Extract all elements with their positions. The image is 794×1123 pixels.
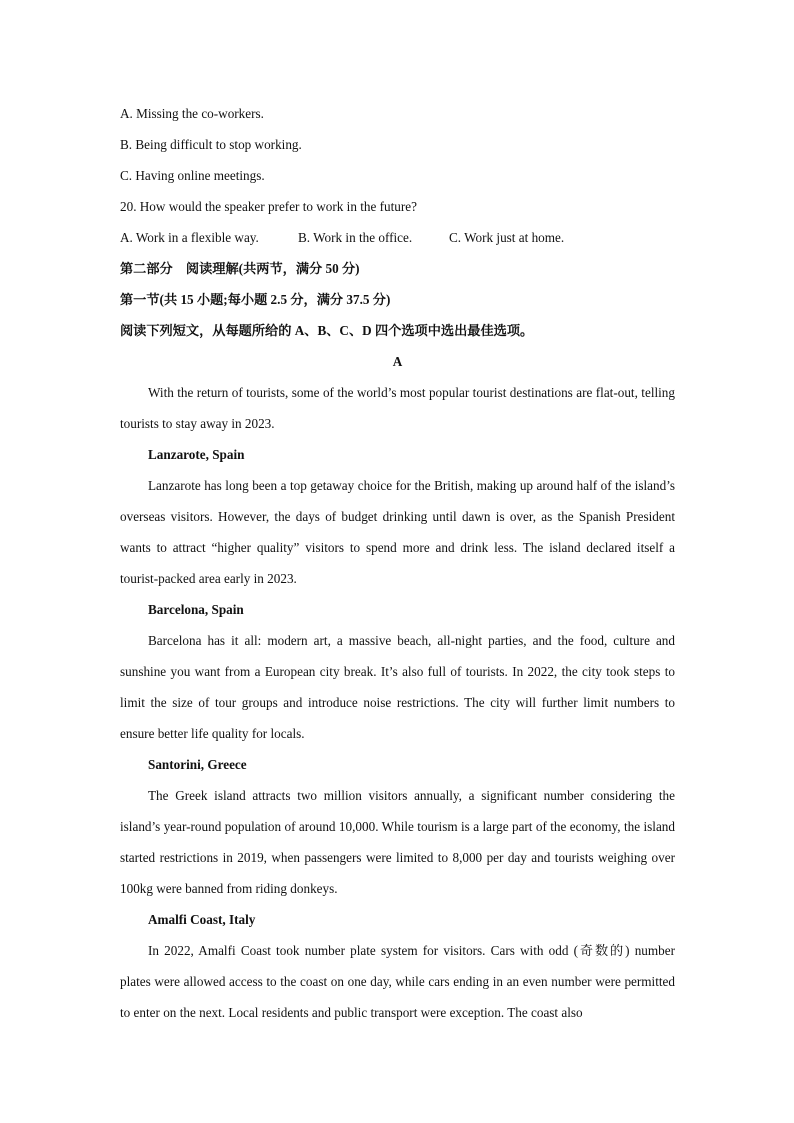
place-text: Barcelona has it all: modern art, a massive beach, all-night parties, and the food, culture and sunshine you want from a European city break. It’s also full of tourists. In 2022, the city took steps to limit the size of tour groups and introduce noise restrictions. The city will further limit numbers to ensure better life quality for locals. — [120, 633, 675, 741]
q19-option-c: C. Having online meetings. — [120, 168, 265, 183]
place-heading: Santorini, Greece — [148, 757, 247, 772]
place-text: Lanzarote has long been a top getaway choice for the British, making up around half of the island’s overseas visitors. However, the days of budget drinking until dawn is over, as the Spanish President wants to attract “higher quality” visitors to spend more and drink less. The island declared itself a tourist-packed area early in 2023. — [120, 478, 675, 586]
place-heading: Barcelona, Spain — [148, 602, 244, 617]
passage-letter: A — [392, 354, 403, 369]
q20-option-c: C. Work just at home. — [449, 230, 565, 245]
place-heading: Amalfi Coast, Italy — [148, 912, 256, 927]
instruction: 阅读下列短文，从每题所给的 A、B、C、D 四个选项中选出最佳选项。 — [120, 323, 534, 338]
q19-option-a: A. Missing the co-workers. — [120, 106, 264, 121]
q20-option-a: A. Work in a flexible way. — [120, 230, 259, 245]
passage-intro: With the return of tourists, some of the world’s most popular tourist destinations are flat-out, telling tourists to stay away in 2023. — [120, 385, 675, 431]
q19-option-b: B. Being difficult to stop working. — [120, 137, 302, 152]
part-title: 第二部分 阅读理解(共两节，满分 50 分) — [120, 261, 360, 276]
exam-page — [120, 98, 675, 1028]
section-title: 第一节(共 15 小题;每小题 2.5 分，满分 37.5 分) — [120, 292, 391, 307]
place-text: The Greek island attracts two million visitors annually, a significant number considering the island’s year-round population of around 10,000. While tourism is a large part of the economy, the island started restrictions in 2019, when passengers were limited to 8,000 per day and tourists weighing over 100kg were banned from riding donkeys. — [120, 788, 675, 896]
q20-option-b: B. Work in the office. — [298, 230, 413, 245]
q20-options — [120, 222, 675, 253]
place-text: In 2022, Amalfi Coast took number plate system for visitors. Cars with odd (奇数的) number plates were allowed access to the coast on one day, while cars ending in an even number were permitted to enter on the next. Local residents and public transport were exception. The coast also — [120, 943, 675, 1020]
place-heading: Lanzarote, Spain — [148, 447, 245, 462]
q20-question: 20. How would the speaker prefer to work in the future? — [120, 199, 417, 214]
